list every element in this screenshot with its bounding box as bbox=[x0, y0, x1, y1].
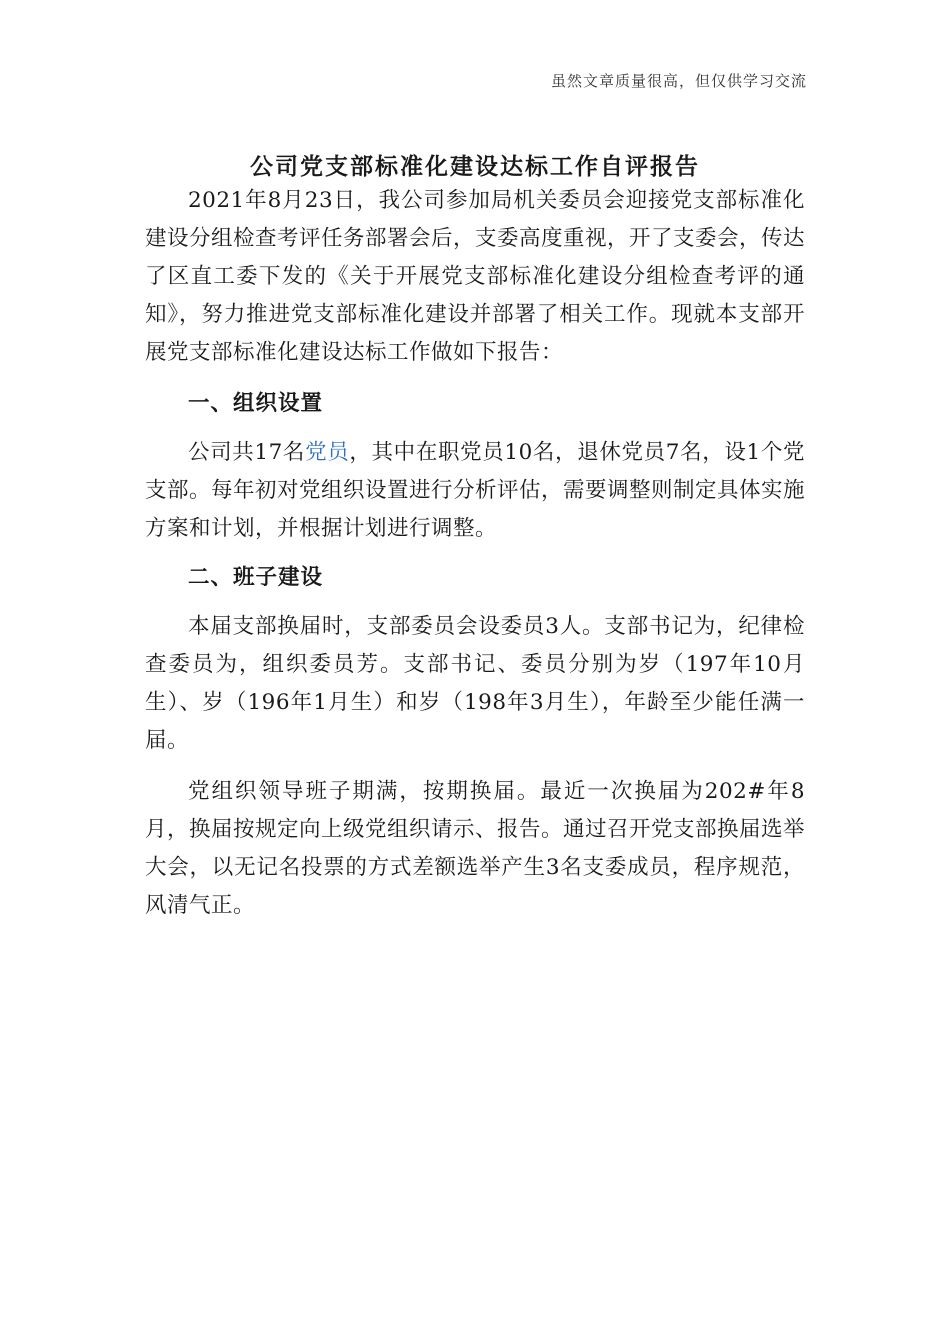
leadership-paragraph-1: 本届支部换届时，支部委员会设委员3人。支部书记为，纪律检查委员为，组织委员芳。支部书记、委员分别为岁（197年10月生）、岁（196年1月生）和岁（198年3月生），年龄至少能任满一届。 bbox=[145, 614, 805, 753]
watermark-note: 虽然文章质量很高，但仅供学习交流 bbox=[550, 72, 807, 90]
section-heading-organization: 一、组织设置 bbox=[188, 391, 324, 416]
party-member-link[interactable]: 党员 bbox=[305, 440, 350, 465]
document-title: 公司党支部标准化建设达标工作自评报告 bbox=[250, 154, 700, 181]
document-body bbox=[145, 182, 805, 925]
leadership-paragraph-2: 党组织领导班子期满，按期换届。最近一次换届为202#年8月，换届按规定向上级党组织请示、报告。通过召开党支部换届选举大会，以无记名投票的方式差额选举产生3名支委成员，程序规范，风清气正。 bbox=[145, 779, 806, 918]
intro-paragraph: 2021年8月23日，我公司参加局机关委员会迎接党支部标准化建设分组检查考评任务部署会后，支委高度重视，开了支委会，传达了区直工委下发的《关于开展党支部标准化建设分组检查考评的通知》，努力推进党支部标准化建设并部署了相关工作。现就本支部开展党支部标准化建设达标工作做如下报告： bbox=[145, 188, 806, 365]
section-heading-leadership: 二、班子建设 bbox=[188, 565, 324, 590]
org-text-before: 公司共17名 bbox=[188, 440, 306, 465]
org-text-after: ，其中在职党员10名，退休党员7名，设1个党支部。每年初对党组织设置进行分析评估，需要调整则制定具体实施方案和计划，并根据计划进行调整。 bbox=[145, 440, 806, 541]
organization-paragraph bbox=[145, 434, 805, 548]
